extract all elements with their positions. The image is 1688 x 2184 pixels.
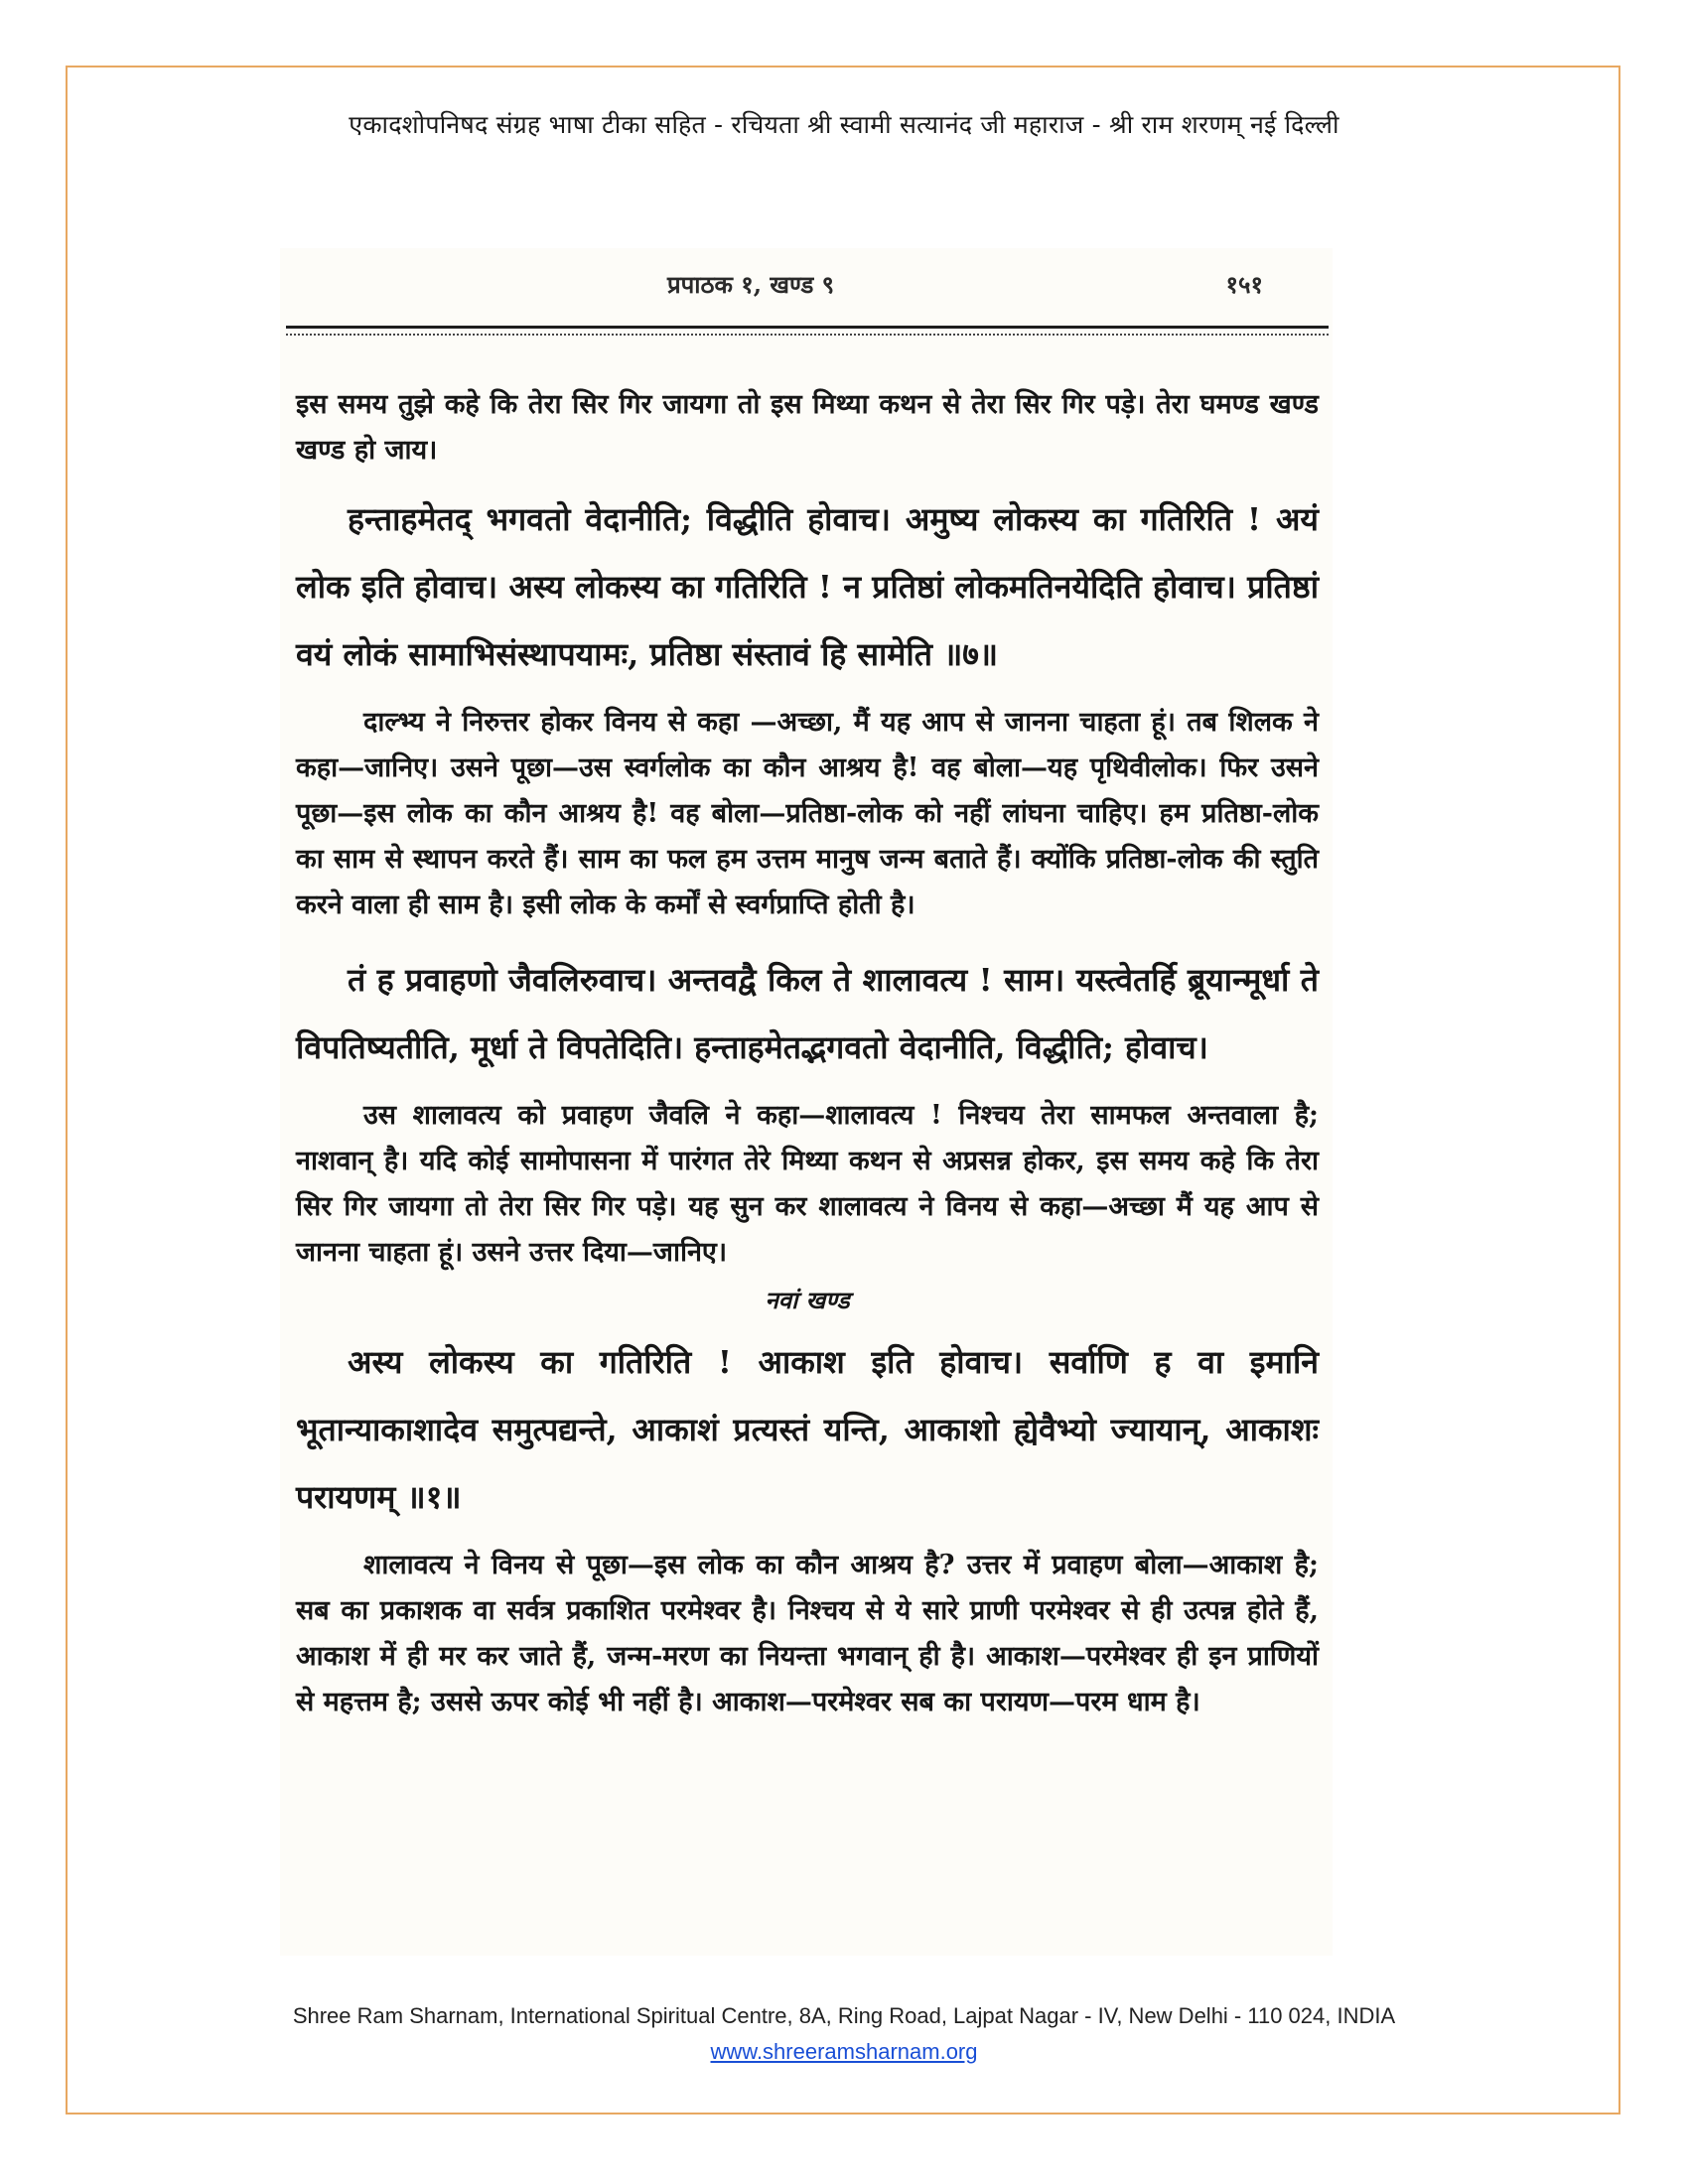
commentary-paragraph: उस शालावत्य को प्रवाहण जैवलि ने कहा—शालावत्य ! निश्चय तेरा सामफल अन्तवाला है; नाशवान् है। यदि कोई सामोपासना में पारंगत तेरे मिथ्या कथन से अप्रसन्न होकर, इस समय कहे कि तेरा सिर गिर जायगा तो तेरा सिर गिर पड़े। यह सुन कर शालावत्य ने विनय से कहा—अच्छा मैं यह आप से जानना चाहता हूं। उसने उत्तर दिया—जानिए। [296, 1100, 1319, 1268]
commentary-paragraph: शालावत्य ने विनय से पूछा—इस लोक का कौन आश्रय है? उत्तर में प्रवाहण बोला—आकाश है; सब का प्रकाशक वा सर्वत्र प्रकाशित परमेश्वर है। निश्चय से ये सारे प्राणी परमेश्वर से ही उत्पन्न होते हैं, आकाश में ही मर कर जाते हैं, जन्म-मरण का नियन्ता भगवान् ही है। आकाश—परमेश्वर ही इन प्राणियों से महत्तम है; उससे ऊपर कोई भी नहीं है। आकाश—परमेश्वर सब का परायण—परम धाम है। [296, 1550, 1319, 1717]
section-heading: नवां खण्ड [765, 1286, 850, 1314]
header-dotted-rule [286, 334, 1329, 336]
mantra-paragraph: हन्ताहमेतद् भगवतो वेदानीति; विद्धीति होवाच। अमुष्य लोकस्य का गतिरिति ! अयं लोक इति होवाच। अस्य लोकस्य का गतिरिति ! न प्रतिष्ठां लोकमतिनयेदिति होवाच। प्रतिष्ठां वयं लोकं सामाभिसंस्थापयामः, प्रतिष्ठा संस्तावं हि सामेति ॥७॥ [296, 500, 1319, 673]
commentary-paragraph: इस समय तुझे कहे कि तेरा सिर गिर जायगा तो इस मिथ्या कथन से तेरा सिर गिर पड़े। तेरा घमण्ड खण्ड खण्ड हो जाय। [296, 389, 1319, 466]
mantra-paragraph: तं ह प्रवाहणो जैवलिरुवाच। अन्तवद्वै किल ते शालावत्य ! साम। यस्त्वेतर्हि ब्रूयान्मूर्धा ते विपतिष्यतीति, मूर्धा ते विपतेदिति। हन्ताहमेतद्भगवतो वेदानीति, विद्धीति; होवाच। [296, 961, 1319, 1066]
footer-address: Shree Ram Sharnam, International Spiritual Centre, 8A, Ring Road, Lajpat Nagar - IV, New Delhi - 110 024, INDIA [292, 2003, 1396, 2028]
commentary-paragraph: दाल्भ्य ने निरुत्तर होकर विनय से कहा —अच्छा, मैं यह आप से जानना चाहता हूं। तब शिलक ने कहा—जानिए। उसने पूछा—उस स्वर्गलोक का कौन आश्रय है! वह बोला—यह पृथिवीलोक। फिर उसने पूछा—इस लोक का कौन आश्रय है! वह बोला—प्रतिष्ठा-लोक को नहीं लांघना चाहिए। हम प्रतिष्ठा-लोक का साम से स्थापन करते हैं। साम का फल हम उत्तम मानुष जन्म बताते हैं। क्योंकि प्रतिष्ठा-लोक की स्तुति करने वाला ही साम है। इसी लोक के कर्मों से स्वर्गप्राप्ति होती है। [296, 707, 1319, 920]
running-title: प्रपाठक १, खण्ड ९ [667, 270, 835, 299]
page-number: १५१ [1225, 270, 1263, 299]
page-body [296, 382, 1319, 1725]
scanned-page [280, 248, 1333, 1956]
footer-website-link[interactable]: www.shreeramsharnam.org [710, 2039, 978, 2064]
document-header: एकादशोपनिषद संग्रह भाषा टीका सहित - रचियता श्री स्वामी सत्यानंद जी महाराज - श्री राम शरणम् नई दिल्ली [349, 110, 1339, 139]
mantra-paragraph: अस्य लोकस्य का गतिरिति ! आकाश इति होवाच। सर्वाणि ह वा इमानि भूतान्याकाशादेव समुत्पद्यन्ते, आकाशं प्रत्यस्तं यन्ति, आकाशो ह्येवैभ्यो ज्यायान्, आकाशः परायणम् ॥१॥ [296, 1343, 1319, 1516]
header-rule [286, 326, 1329, 329]
running-head [280, 268, 1333, 308]
